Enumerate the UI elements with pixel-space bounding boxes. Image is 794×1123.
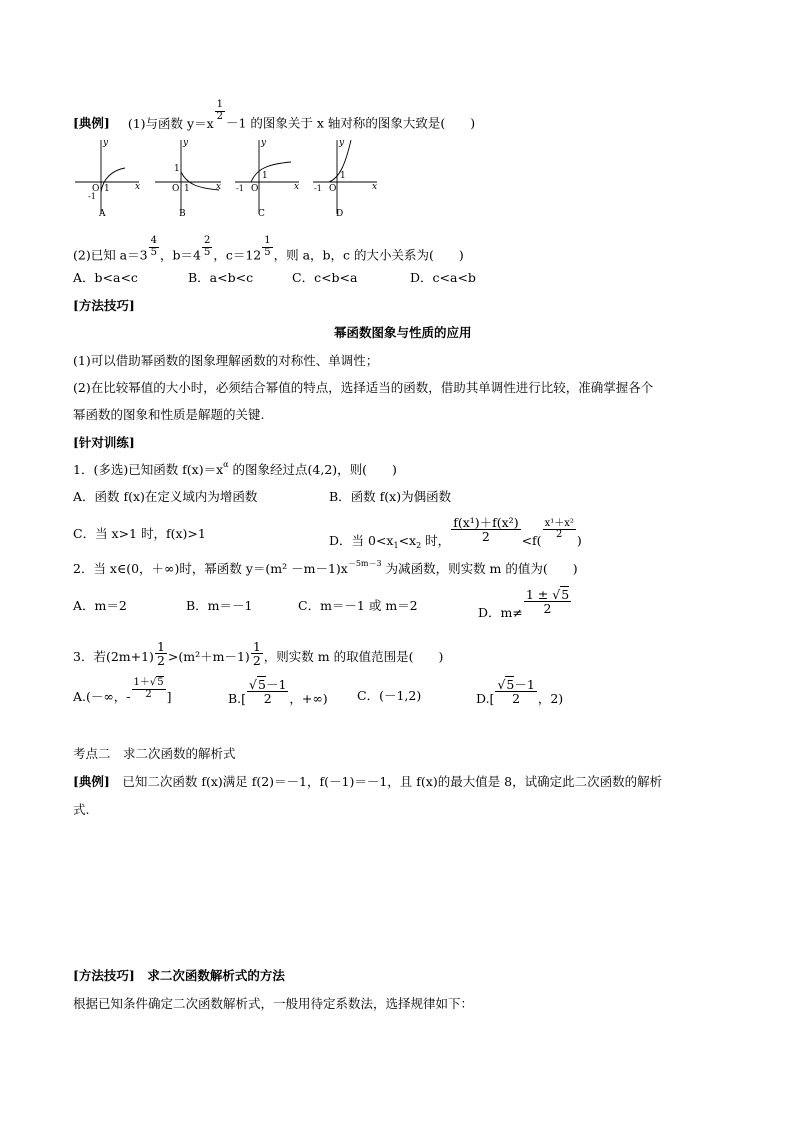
option-b: B．a<b<c — [188, 270, 254, 285]
graph-d-tick-neg1: -1 — [314, 184, 322, 193]
graph-a-tick-1: 1 — [104, 184, 110, 194]
training-q2-option-a: A．m＝2 — [73, 598, 127, 613]
method-point-2-cont: 幂函数的图象和性质是解题的关键. — [73, 407, 265, 422]
training-q3-option-b: B.[ $\frac{√5-1}{2}$ ，+∞) — [228, 677, 328, 707]
graph-d-tick-1: 1 — [340, 171, 346, 181]
training-q1: 1．(多选)已知函数 $f(x)=x^\alpha$ 的图象经过点(4,2)，则( ) — [73, 460, 397, 477]
keypoint-2-example-cont: 式. — [73, 802, 90, 817]
training-q2-option-b: B．m＝－1 — [186, 598, 253, 613]
example-tag: [典例] — [73, 115, 110, 131]
method-point-1: (1)可以借助幂函数的图象理解函数的对称性、单调性； — [73, 353, 379, 368]
training-q2-option-c: C．m＝－1 或 m＝2 — [298, 598, 418, 613]
graph-c-label: C — [258, 209, 265, 218]
option-c: C．c<b<a — [292, 270, 358, 285]
q3-a-fraction: $\frac{1+√5}{2}$ — [133, 677, 164, 700]
graph-c-y-label: y — [261, 138, 267, 148]
training-q1-option-b: B．函数 f(x)为偶函数 — [329, 489, 452, 504]
graph-b-tick-1: 1 — [184, 184, 190, 194]
graph-options — [73, 136, 393, 221]
graph-c-tick-1: 1 — [262, 171, 268, 181]
graph-a-y-label: y — [103, 138, 109, 148]
graph-b-tick-y1: 1 — [174, 164, 180, 174]
graph-c-x-label: x — [294, 182, 300, 192]
graph-c-origin: O — [251, 184, 259, 194]
training-tag: [针对训练] — [73, 435, 135, 450]
training-q2-option-d: D．m≠ $\frac{1 \pm √5}{2}$ — [478, 587, 570, 621]
graph-a — [75, 138, 140, 218]
training-q1-option-d: D．当 $0<x_1<x_2$ 时， $\frac{\text{f(x¹)＋f(x²)}}{2}$ <f( $\frac{\text{x¹＋x²}}{2}$ ) — [329, 515, 582, 551]
method-title: 幂函数图象与性质的应用 — [334, 325, 472, 340]
training-q3-option-c: C．(－1,2) — [357, 688, 422, 703]
training-q3-option-a: A.(－∞，- $\frac{1+√5}{2}$ ] — [73, 677, 172, 704]
d-fraction-1: $\frac{\text{f(x¹)＋f(x²)}}{2}$ — [453, 515, 519, 545]
graph-d-origin: O — [329, 184, 337, 194]
graph-b-origin: O — [172, 184, 180, 194]
q3-d-fraction: $\frac{√5-1}{2}$ — [497, 677, 535, 707]
graph-b — [155, 138, 221, 218]
q3-exponent-1: $\frac{1}{2}$ — [156, 639, 165, 669]
graph-a-tick-neg1: -1 — [88, 192, 96, 201]
training-q1-option-a: A．函数 f(x)在定义域内为增函数 — [73, 489, 258, 504]
option-a: A．b<a<c — [73, 270, 138, 285]
training-q1-option-c: C．当 x>1 时，f(x)>1 — [73, 526, 206, 541]
graph-a-label: A — [99, 209, 106, 218]
method-tag: [方法技巧] — [73, 298, 135, 313]
method-point-2: (2)在比较幂值的大小时，必须结合幂值的特点，选择适当的函数，借助其单调性进行比较，准确掌握各个 — [73, 380, 654, 395]
example-1-question-1: [典例] (1)与函数 y＝x $\frac{1}{2}$ －1 的图象关于 x 轴对称的图象大致是( ) — [73, 99, 476, 131]
method-2-heading — [73, 970, 285, 983]
exponent-b: $\frac{2}{5}$ — [203, 235, 211, 258]
d-fraction-2: $\frac{\text{x¹＋x²}}{2}$ — [544, 517, 574, 541]
graph-d-x-label: x — [372, 182, 378, 192]
exponent-fraction: $\frac{1}{2}$ — [216, 99, 223, 122]
exponent-a: $\frac{4}{5}$ — [150, 235, 157, 258]
training-q3-option-d: D.[ $\frac{√5-1}{2}$ ，2) — [476, 677, 564, 707]
graph-b-y-label: y — [183, 138, 189, 148]
graph-b-x-label: x — [216, 182, 222, 192]
keypoint-2-example: [典例] 已知二次函数 f(x)满足 f(2)＝－1，f(－1)＝－1，且 f(x)的最大值是 8，试确定此二次函数的解析 — [73, 774, 663, 789]
option-d: D．c<a<b — [410, 270, 476, 285]
training-q3: 3．若(2m+1) $\frac{1}{2}$ >(m²＋m－1) $\frac{1}{2}$ ，则实数 m 的取值范围是( ) — [73, 639, 444, 669]
example-1-question-2: (2)已知 a＝3 $\frac{4}{5}$ ，b＝4 $\frac{2}{5}$ ，c＝12 $\frac{1}{5}$ ，则 a，b，c 的大小关系为( ) — [73, 235, 464, 263]
graph-d-y-label: y — [339, 138, 345, 148]
graph-a-origin: O — [92, 184, 100, 194]
q2-d-fraction: $\frac{1 \pm √5}{2}$ — [525, 587, 570, 617]
graph-d — [313, 138, 377, 218]
method-2-text: 根据已知条件确定二次函数解析式，一般用待定系数法，选择规律如下： — [73, 996, 474, 1011]
q3-exponent-2: $\frac{1}{2}$ — [252, 639, 261, 669]
graph-c-tick-neg1: -1 — [236, 184, 244, 193]
training-q2: 2．当 x∈(0，＋∞)时，幂函数 $y=(m^2 -m-1)x^{-5m-3}$ 为减函数，则实数 m 的值为( ) — [73, 559, 578, 576]
exponent-c: $\frac{1}{5}$ — [264, 235, 271, 258]
graph-c — [235, 138, 299, 218]
q3-b-fraction: $\frac{√5-1}{2}$ — [249, 677, 287, 707]
example-tag-2: [典例] — [73, 774, 110, 789]
keypoint-2-title: 考点二 求二次函数的解析式 — [73, 746, 236, 761]
graph-b-label: B — [179, 209, 186, 218]
method-2-title: 求二次函数解析式的方法 — [134, 968, 285, 983]
graph-d-label: D — [336, 209, 344, 218]
method-tag-2: [方法技巧] — [73, 968, 135, 983]
graph-a-x-label: x — [135, 182, 141, 192]
